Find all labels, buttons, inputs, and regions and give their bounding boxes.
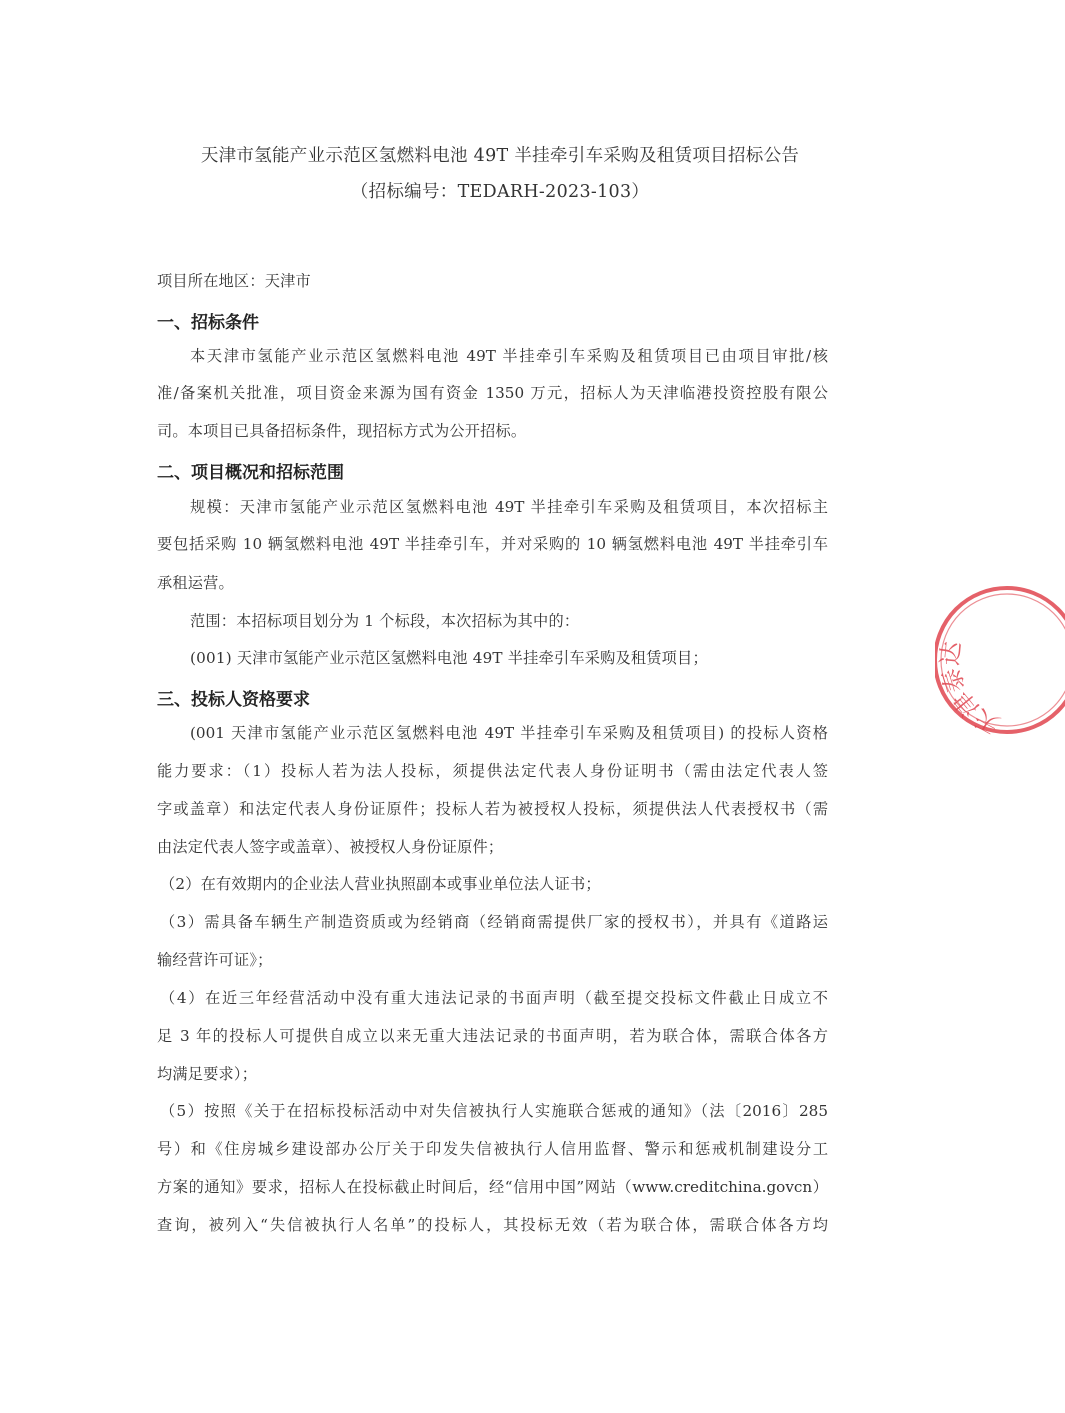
section-heading-3: 三、投标人资格要求 — [157, 690, 310, 710]
section-heading-2: 二、项目概况和招标范围 — [157, 463, 344, 483]
sec2-line-4: 范围：本招标项目划分为 1 个标段，本次招标为其中的： — [190, 612, 580, 630]
sec1-line-2: 准/备案机关批准，项目资金来源为国有资金 1350 万元，招标人为天津临港投资控股有限公 — [157, 384, 828, 402]
sec2-line-2: 要包括采购 10 辆氢燃料电池 49T 半挂牵引车，并对采购的 10 辆氢燃料电池 49T 半挂牵引车 — [157, 535, 828, 553]
sec2-line-5: (001) 天津市氢能产业示范区氢燃料电池 49T 半挂牵引车采购及租赁项目； — [190, 649, 708, 667]
sec3-line-10: 均满足要求）； — [157, 1065, 258, 1083]
sec3-line-3: 字或盖章）和法定代表人身份证原件；投标人若为被授权人投标，须提供法人代表授权书（需 — [157, 800, 828, 818]
document-title: 天津市氢能产业示范区氢燃料电池 49T 半挂牵引车采购及租赁项目招标公告 — [200, 146, 800, 166]
sec3-line-12: 号）和《住房城乡建设部办公厅关于印发失信被执行人信用监督、警示和惩戒机制建设分工 — [157, 1140, 828, 1158]
sec3-line-5: （2）在有效期内的企业法人营业执照副本或事业单位法人证书； — [160, 875, 601, 893]
project-region: 项目所在地区：天津市 — [157, 272, 311, 290]
sec3-line-11: （5）按照《关于在招标投标活动中对失信被执行人实施联合惩戒的通知》（法〔2016〕285 — [160, 1102, 828, 1120]
sec3-line-1: (001 天津市氢能产业示范区氢燃料电池 49T 半挂牵引车采购及租赁项目) 的投标人资格 — [190, 724, 828, 742]
company-seal-icon — [935, 580, 1065, 740]
sec3-line-13: 方案的通知》要求，招标人在投标截止时间后，经“信用中国”网站（www.creditchina.govcn） — [157, 1178, 828, 1196]
section-heading-1: 一、招标条件 — [157, 313, 259, 333]
sec3-line-4: 由法定代表人签字或盖章）、被授权人身份证原件； — [157, 838, 504, 856]
sec3-line-2: 能力要求：（1）投标人若为法人投标，须提供法定代表人身份证明书（需由法定代表人签 — [157, 762, 828, 780]
sec3-line-14: 查询，被列入“失信被执行人名单”的投标人，其投标无效（若为联合体，需联合体各方均 — [157, 1216, 828, 1234]
sec2-line-1: 规模：天津市氢能产业示范区氢燃料电池 49T 半挂牵引车采购及租赁项目，本次招标主 — [190, 498, 828, 516]
sec1-line-3: 司。本项目已具备招标条件，现招标方式为公开招标。 — [157, 422, 527, 440]
svg-text:天津泰达: 天津泰达 — [935, 640, 1005, 740]
sec2-line-3: 承租运营。 — [157, 574, 234, 592]
sec3-line-6: （3）需具备车辆生产制造资质或为经销商（经销商需提供厂家的授权书），并具有《道路运 — [160, 913, 828, 931]
tender-number: （招标编号：TEDARH-2023-103） — [350, 182, 650, 202]
sec3-line-7: 输经营许可证》； — [157, 951, 273, 969]
sec1-line-1: 本天津市氢能产业示范区氢燃料电池 49T 半挂牵引车采购及租赁项目已由项目审批/核 — [190, 347, 828, 365]
sec3-line-8: （4）在近三年经营活动中没有重大违法记录的书面声明（截至提交投标文件截止日成立不 — [160, 989, 828, 1007]
sec3-line-9: 足 3 年的投标人可提供自成立以来无重大违法记录的书面声明，若为联合体，需联合体各方 — [157, 1027, 828, 1045]
